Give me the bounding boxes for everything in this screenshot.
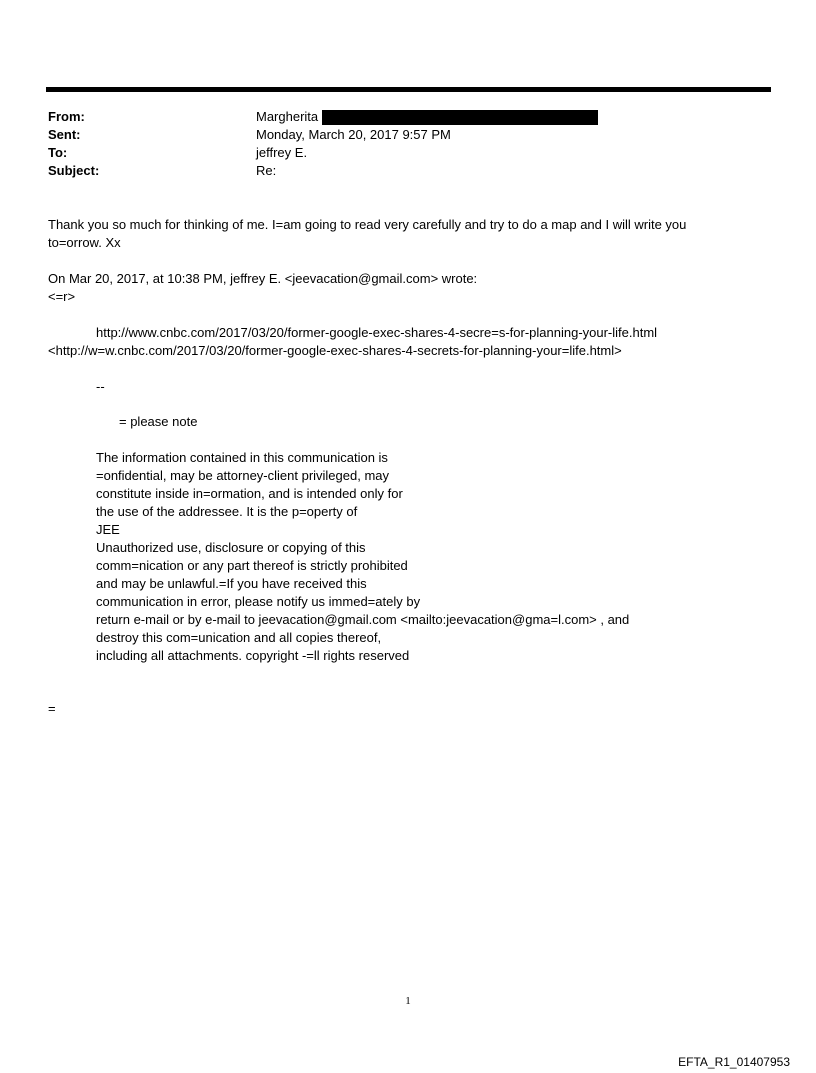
to-value: jeffrey E.: [256, 145, 308, 160]
disclaimer-line: =onfidential, may be attorney-client privileged, may: [96, 468, 390, 483]
article-link-line-1[interactable]: http://www.cnbc.com/2017/03/20/former-google-exec-shares-4-secre=s-for-planning-your-life.html: [96, 325, 658, 340]
from-row: [48, 108, 598, 126]
disclaimer-line: Unauthorized use, disclosure or copying of this: [96, 540, 366, 555]
disclaimer-line: constitute inside in=ormation, and is intended only for: [96, 486, 403, 501]
header-rule: [46, 87, 771, 92]
email-header: [48, 108, 598, 180]
redaction-block: [322, 110, 598, 125]
disclaimer-line: communication in error, please notify us immed=ately by: [96, 594, 421, 609]
disclaimer-line: including all attachments. copyright -=ll rights reserved: [96, 648, 410, 663]
quote-tag: <=r>: [48, 289, 76, 304]
sent-label: Sent:: [48, 127, 81, 142]
trailing-equals: =: [48, 701, 56, 716]
sent-value: Monday, March 20, 2017 9:57 PM: [256, 127, 451, 142]
disclaimer-line: destroy this com=unication and all copies thereof,: [96, 630, 382, 645]
quote-intro: On Mar 20, 2017, at 10:38 PM, jeffrey E. <jeevacation@gmail.com> wrote:: [48, 271, 478, 286]
from-label: From:: [48, 109, 85, 124]
disclaimer-line: the use of the addressee. It is the p=operty of: [96, 504, 358, 519]
disclaimer-line: return e-mail or by e-mail to jeevacation@gmail.com <mailto:jeevacation@gma=l.com> , and: [96, 612, 630, 627]
disclaimer-line: The information contained in this communication is: [96, 450, 388, 465]
subject-row: [48, 162, 598, 180]
page-number: 1: [405, 995, 411, 1007]
subject-value: Re:: [256, 163, 277, 178]
reply-line-2: to=orrow. Xx: [48, 235, 121, 250]
subject-label: Subject:: [48, 163, 100, 178]
signature-separator: --: [96, 379, 105, 394]
to-label: To:: [48, 145, 68, 160]
disclaimer-line: JEE: [96, 522, 120, 537]
disclaimer-line: comm=nication or any part thereof is strictly prohibited: [96, 558, 408, 573]
sent-row: [48, 126, 598, 144]
please-note-heading: = please note: [119, 414, 198, 429]
to-row: [48, 144, 598, 162]
disclaimer-line: and may be unlawful.=If you have received this: [96, 576, 367, 591]
from-name: Margherita: [256, 109, 319, 124]
article-link-line-2[interactable]: <http://w=w.cnbc.com/2017/03/20/former-google-exec-shares-4-secrets-for-planning-your=life.html>: [48, 343, 622, 358]
reply-line-1: Thank you so much for thinking of me. I=am going to read very carefully and try to do a map and I will write you: [48, 217, 687, 232]
from-value: [256, 108, 598, 126]
bates-number: EFTA_R1_01407953: [678, 1055, 790, 1069]
